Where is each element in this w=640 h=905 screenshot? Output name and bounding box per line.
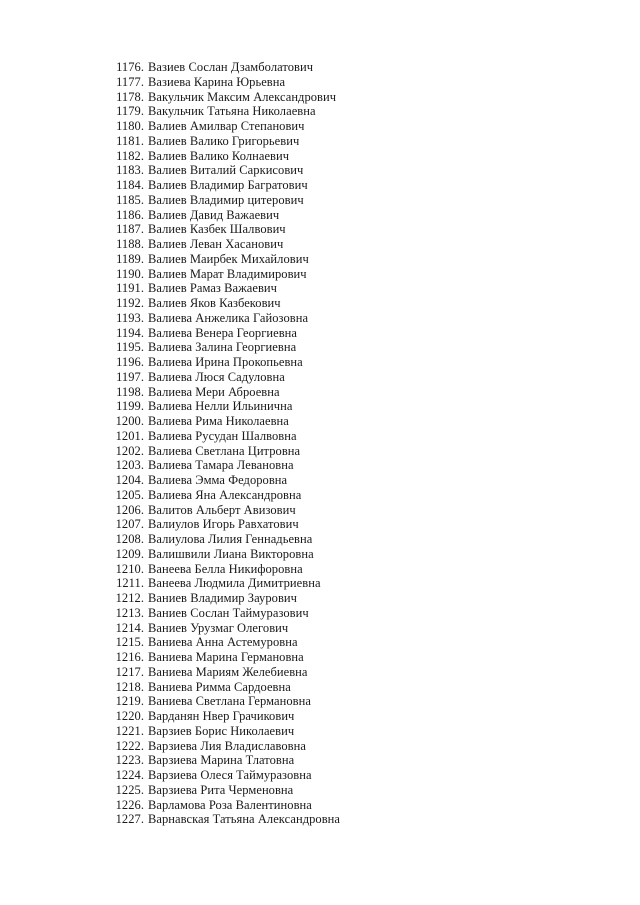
entry-number: 1208.: [115, 532, 144, 546]
list-item: [104, 562, 340, 577]
entry-number: 1218.: [115, 679, 144, 694]
entry-number: 1176.: [116, 60, 144, 74]
entry-name: Валиева Рима Николаевна: [148, 414, 289, 428]
entry-number: 1179.: [116, 104, 144, 119]
entry-name: Варзиев Борис Николаевич: [148, 723, 295, 738]
list-item: [104, 237, 340, 252]
entry-number: 1215.: [115, 635, 144, 650]
entry-name: Валиева Люся Садуловна: [148, 369, 285, 384]
entry-number: 1202.: [115, 443, 144, 458]
entry-number: 1196.: [116, 355, 144, 369]
entry-name: Вазиев Сослан Дзамболатович: [148, 60, 314, 74]
entry-number: 1216.: [115, 650, 144, 664]
entry-number: 1183.: [116, 163, 144, 178]
entry-name: Валитов Альберт Авизович: [148, 502, 296, 517]
entry-name: Валиева Эмма Федоровна: [148, 473, 288, 487]
entry-number: 1204.: [115, 473, 144, 487]
list-item: [104, 709, 340, 724]
list-item: [104, 621, 340, 636]
list-item: [104, 517, 340, 532]
entry-name: Валиева Яна Александровна: [148, 487, 302, 502]
entry-name: Валиев Маирбек Михайлович: [148, 251, 309, 266]
entry-name: Ваниева Мариям Желебиевна: [148, 664, 308, 679]
entry-name: Ваниев Сослан Таймуразович: [148, 605, 309, 620]
entry-name: Валишвили Лиана Викторовна: [148, 546, 314, 561]
list-item: [104, 444, 340, 459]
entry-name: Варданян Нвер Грачикович: [148, 709, 295, 723]
entry-number: 1223.: [115, 753, 144, 768]
entry-name: Валиева Венера Георгиевна: [148, 325, 298, 340]
entry-number: 1207.: [115, 517, 144, 532]
list-item: [104, 724, 340, 739]
entry-number: 1214.: [115, 620, 144, 635]
entry-name: Вазиева Карина Юрьевна: [148, 74, 286, 89]
entry-name: Вакульчик Максим Александрович: [148, 89, 337, 104]
list-item: [104, 90, 340, 105]
entry-name: Ваниева Римма Сардоевна: [148, 679, 291, 694]
entry-number: 1193.: [116, 310, 144, 325]
list-item: [104, 281, 340, 296]
entry-name: Валиева Нелли Ильинична: [148, 399, 293, 414]
entry-number: 1221.: [115, 723, 144, 738]
entry-number: 1199.: [116, 399, 144, 414]
list-item: [104, 488, 340, 503]
entry-number: 1185.: [116, 192, 144, 207]
list-item: [104, 812, 340, 827]
list-item: [104, 665, 340, 680]
entry-name: Ваниева Светлана Германовна: [148, 694, 311, 709]
entry-number: 1209.: [115, 546, 144, 561]
list-item: [104, 296, 340, 311]
list-item: [104, 576, 340, 591]
entry-name: Валиев Марат Владимирович: [148, 266, 307, 281]
entry-number: 1201.: [115, 428, 144, 443]
entry-number: 1181.: [116, 133, 144, 148]
entry-name: Валиев Валико Григорьевич: [148, 133, 300, 148]
entry-name: Валиев Леван Хасанович: [148, 237, 284, 251]
entry-name: Варзиева Рита Черменовна: [148, 782, 294, 797]
name-list: [104, 60, 340, 827]
list-item: [104, 252, 340, 267]
entry-name: Валиев Валико Колнаевич: [148, 148, 290, 163]
entry-number: 1197.: [116, 369, 144, 384]
entry-name: Валиева Ирина Прокопьевна: [148, 355, 303, 369]
entry-name: Варламова Роза Валентиновна: [148, 797, 312, 812]
list-item: [104, 385, 340, 400]
entry-number: 1198.: [116, 384, 144, 399]
list-item: [104, 547, 340, 562]
entry-name: Валиева Анжелика Гайозовна: [148, 310, 309, 325]
list-item: [104, 680, 340, 695]
entry-name: Валиев Виталий Саркисович: [148, 163, 304, 178]
list-item: [104, 193, 340, 208]
entry-name: Вакульчик Татьяна Николаевна: [148, 104, 316, 119]
list-item: [104, 134, 340, 149]
list-item: [104, 326, 340, 341]
entry-name: Ванеева Людмила Димитриевна: [148, 576, 321, 591]
list-item: [104, 473, 340, 488]
entry-number: 1203.: [115, 458, 144, 473]
entry-number: 1222.: [115, 738, 144, 753]
list-item: [104, 694, 340, 709]
list-item: [104, 119, 340, 134]
list-item: [104, 60, 340, 75]
list-item: [104, 75, 340, 90]
list-item: [104, 429, 340, 444]
entry-name: Валиев Владимир цитерович: [148, 192, 304, 207]
entry-name: Валиев Рамаз Важаевич: [148, 281, 277, 296]
list-item: [104, 163, 340, 178]
list-item: [104, 650, 340, 665]
entry-name: Валиева Русудан Шалвовна: [148, 428, 297, 443]
entry-number: 1191.: [116, 281, 144, 296]
entry-number: 1186.: [116, 207, 144, 222]
entry-number: 1224.: [115, 768, 144, 782]
entry-name: Валиева Мери Аброевна: [148, 384, 280, 399]
list-item: [104, 208, 340, 223]
list-item: [104, 311, 340, 326]
entry-number: 1205.: [115, 487, 144, 502]
entry-name: Валиев Яков Казбекович: [148, 296, 281, 310]
list-item: [104, 532, 340, 547]
entry-number: 1200.: [115, 414, 144, 428]
entry-number: 1178.: [116, 89, 144, 104]
entry-number: 1220.: [115, 709, 144, 723]
entry-number: 1192.: [116, 296, 144, 310]
list-item: [104, 503, 340, 518]
list-item: [104, 414, 340, 429]
entry-number: 1219.: [115, 694, 144, 709]
list-item: [104, 399, 340, 414]
entry-name: Валиев Казбек Шалвович: [148, 222, 286, 237]
entry-name: Ваниева Марина Германовна: [148, 650, 304, 664]
entry-number: 1180.: [116, 119, 144, 133]
list-item: [104, 149, 340, 164]
entry-number: 1177.: [116, 74, 144, 89]
list-item: [104, 739, 340, 754]
entry-number: 1213.: [115, 605, 144, 620]
entry-number: 1212.: [115, 591, 144, 605]
list-item: [104, 798, 340, 813]
entry-number: 1195.: [116, 340, 144, 355]
list-item: [104, 355, 340, 370]
entry-number: 1184.: [116, 178, 144, 192]
entry-number: 1210.: [115, 561, 144, 576]
entry-name: Ваниев Урузмаг Олегович: [148, 620, 289, 635]
entry-name: Варзиева Олеся Таймуразовна: [148, 768, 312, 782]
entry-number: 1190.: [116, 266, 144, 281]
entry-name: Валиулова Лилия Геннадьевна: [148, 532, 313, 546]
entry-name: Валиулов Игорь Равхатович: [148, 517, 299, 532]
entry-name: Валиева Светлана Цитровна: [148, 443, 301, 458]
list-item: [104, 635, 340, 650]
list-item: [104, 340, 340, 355]
entry-number: 1227.: [115, 812, 144, 827]
entry-number: 1182.: [116, 148, 144, 163]
list-item: [104, 267, 340, 282]
list-item: [104, 104, 340, 119]
entry-number: 1188.: [116, 237, 144, 251]
entry-name: Варзиева Лия Владиславовна: [148, 738, 306, 753]
entry-name: Ваниева Анна Астемуровна: [148, 635, 298, 650]
list-item: [104, 370, 340, 385]
list-item: [104, 783, 340, 798]
list-item: [104, 768, 340, 783]
list-item: [104, 222, 340, 237]
entry-number: 1211.: [116, 576, 144, 591]
entry-number: 1189.: [116, 251, 144, 266]
entry-name: Ваниев Владимир Заурович: [148, 591, 297, 605]
entry-number: 1225.: [115, 782, 144, 797]
entry-number: 1187.: [116, 222, 144, 237]
entry-number: 1226.: [115, 797, 144, 812]
list-item: [104, 606, 340, 621]
list-item: [104, 458, 340, 473]
entry-number: 1194.: [116, 325, 144, 340]
entry-name: Валиева Тамара Левановна: [148, 458, 294, 473]
entry-name: Варзиева Марина Тлатовна: [148, 753, 295, 768]
entry-name: Валиева Залина Георгиевна: [148, 340, 297, 355]
entry-name: Ванеева Белла Никифоровна: [148, 561, 303, 576]
entry-name: Варнавская Татьяна Александровна: [148, 812, 340, 827]
entry-number: 1217.: [115, 664, 144, 679]
list-item: [104, 753, 340, 768]
list-item: [104, 591, 340, 606]
entry-name: Валиев Амилвар Степанович: [148, 119, 305, 133]
entry-name: Валиев Владимир Багратович: [148, 178, 308, 192]
entry-number: 1206.: [115, 502, 144, 517]
list-item: [104, 178, 340, 193]
entry-name: Валиев Давид Важаевич: [148, 207, 280, 222]
